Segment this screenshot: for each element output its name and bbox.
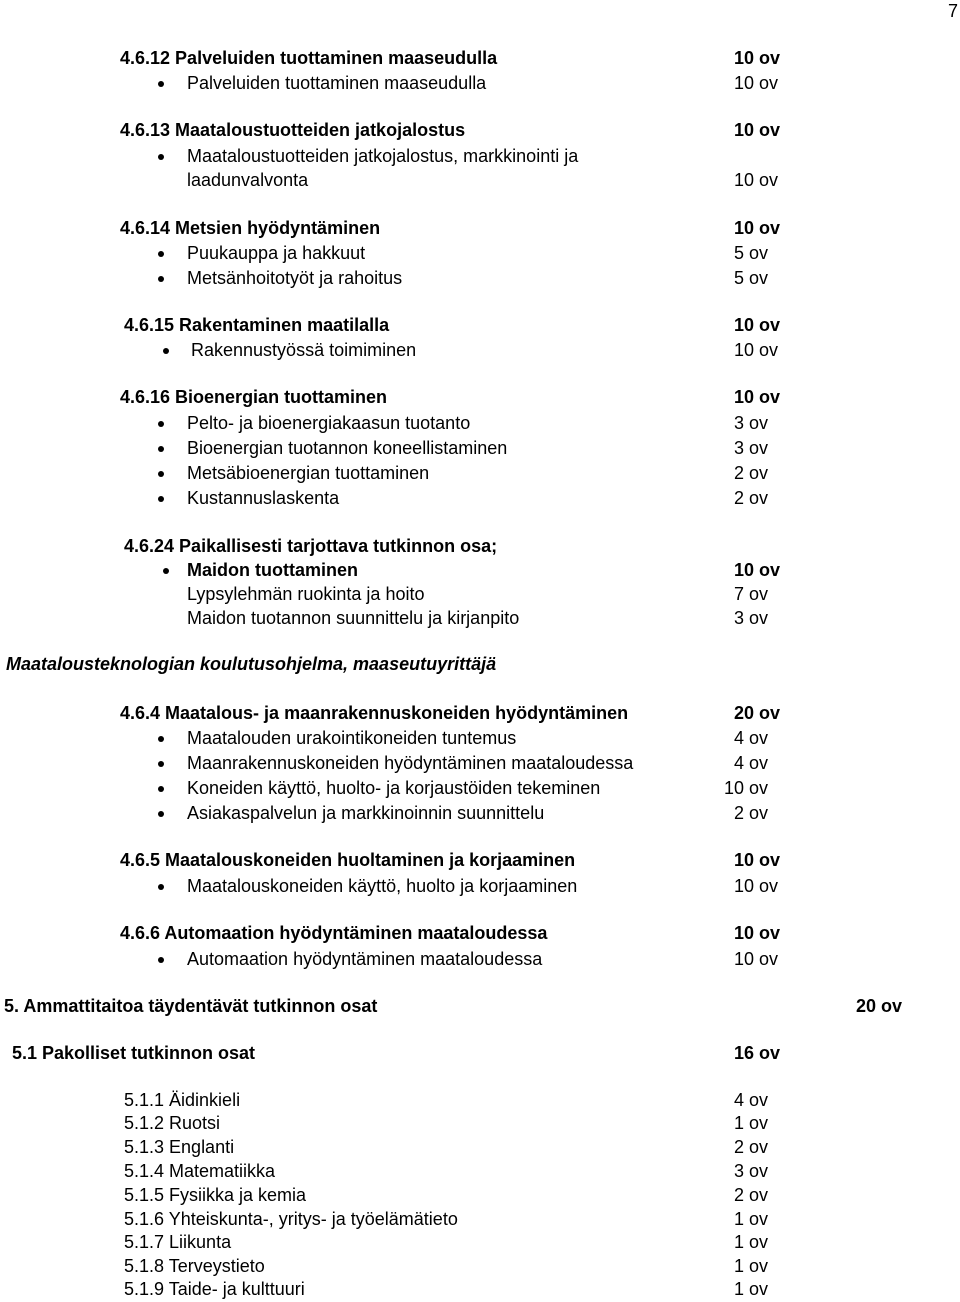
list-item: Maidon tuottaminen [187,560,358,580]
item-credits: 10 ov [734,73,779,93]
module-title: 4.6.24 Paikallisesti tarjottava tutkinnon osa; [124,536,498,556]
module-credits: 10 ov [734,387,781,407]
course-credits: 2 ov [734,1137,769,1157]
module-credits: 10 ov [734,120,781,140]
course-credits: 1 ov [734,1209,769,1229]
list-item: Maatalouskoneiden käyttö, huolto ja korjaaminen [187,876,578,896]
module-title: 4.6.5 Maatalouskoneiden huoltaminen ja korjaaminen [120,850,576,870]
bullet-icon [158,884,164,890]
module-title: 4.6.14 Metsien hyödyntäminen [120,218,381,238]
course-name: 5.1.9 Taide- ja kulttuuri [124,1279,305,1299]
course-credits: 4 ov [734,1090,769,1110]
module-title: 4.6.13 Maataloustuotteiden jatkojalostus [120,120,466,140]
module-title: 4.6.4 Maatalous- ja maanrakennuskoneiden hyödyntäminen [120,703,629,723]
module-credits: 10 ov [734,923,781,943]
list-item: Maataloustuotteiden jatkojalostus, markkinointi ja [187,146,579,166]
section-title: 5. Ammattitaitoa täydentävät tutkinnon osat [4,996,378,1016]
item-credits: 2 ov [734,488,769,508]
item-credits: 10 ov [734,560,781,580]
list-item: Bioenergian tuotannon koneellistaminen [187,438,508,458]
section-credits: 20 ov [856,996,903,1016]
list-item: Kustannuslaskenta [187,488,340,508]
course-name: 5.1.8 Terveystieto [124,1256,265,1276]
item-credits: 10 ov [734,876,779,896]
course-name: 5.1.3 Englanti [124,1137,235,1157]
course-name: 5.1.2 Ruotsi [124,1113,221,1133]
page-number: 7 [947,1,958,21]
program-heading: Maatalousteknologian koulutusohjelma, maaseutuyrittäjä [6,654,497,674]
item-credits: 3 ov [734,608,769,628]
module-credits: 10 ov [734,218,781,238]
course-credits: 1 ov [734,1279,769,1299]
bullet-icon [158,471,164,477]
module-credits: 10 ov [734,850,781,870]
list-item: Maanrakennuskoneiden hyödyntäminen maataloudessa [187,753,634,773]
course-name: 5.1.5 Fysiikka ja kemia [124,1185,307,1205]
bullet-icon [158,957,164,963]
item-credits: 4 ov [734,753,769,773]
bullet-icon [158,736,164,742]
item-credits: 2 ov [734,803,769,823]
list-item: Puukauppa ja hakkuut [187,243,366,263]
list-item: Asiakaspalvelun ja markkinoinnin suunnittelu [187,803,545,823]
item-credits: 2 ov [734,463,769,483]
course-credits: 1 ov [734,1256,769,1276]
module-title: 4.6.16 Bioenergian tuottaminen [120,387,388,407]
course-credits: 3 ov [734,1161,769,1181]
module-title: 4.6.15 Rakentaminen maatilalla [124,315,390,335]
module-credits: 20 ov [734,703,781,723]
bullet-icon [158,251,164,257]
item-credits: 3 ov [734,413,769,433]
item-credits: 10 ov [734,949,779,969]
bullet-icon [158,81,164,87]
list-item: Automaation hyödyntäminen maataloudessa [187,949,543,969]
list-item-continuation: laadunvalvonta [187,170,309,190]
item-credits: 4 ov [734,728,769,748]
course-credits: 2 ov [734,1185,769,1205]
course-name: 5.1.6 Yhteiskunta-, yritys- ja työelämätieto [124,1209,458,1229]
list-item: Maatalouden urakointikoneiden tuntemus [187,728,517,748]
bullet-icon [158,154,164,160]
module-credits: 10 ov [734,48,781,68]
bullet-icon [158,811,164,817]
bullet-icon [163,568,169,574]
item-credits: 5 ov [734,268,769,288]
course-name: 5.1.4 Matematiikka [124,1161,276,1181]
list-item: Palveluiden tuottaminen maaseudulla [187,73,487,93]
subsection-title: 5.1 Pakolliset tutkinnon osat [12,1043,256,1063]
bullet-icon [163,348,169,354]
module-credits: 10 ov [734,315,781,335]
bullet-icon [158,786,164,792]
item-credits: 10 ov [724,778,769,798]
course-name: 5.1.7 Liikunta [124,1232,232,1252]
list-item: Pelto- ja bioenergiakaasun tuotanto [187,413,471,433]
bullet-icon [158,496,164,502]
item-credits: 3 ov [734,438,769,458]
subsection-credits: 16 ov [734,1043,781,1063]
course-credits: 1 ov [734,1113,769,1133]
module-title: 4.6.12 Palveluiden tuottaminen maaseudulla [120,48,498,68]
list-item: Rakennustyössä toimiminen [191,340,417,360]
item-credits: 7 ov [734,584,769,604]
bullet-icon [158,276,164,282]
list-item: Metsänhoitotyöt ja rahoitus [187,268,403,288]
item-credits: 5 ov [734,243,769,263]
bullet-icon [158,421,164,427]
course-credits: 1 ov [734,1232,769,1252]
bullet-icon [158,761,164,767]
item-credits: 10 ov [734,340,779,360]
list-item: Metsäbioenergian tuottaminen [187,463,430,483]
list-item: Koneiden käyttö, huolto- ja korjaustöiden tekeminen [187,778,601,798]
sub-item: Lypsylehmän ruokinta ja hoito [187,584,425,604]
item-credits: 10 ov [734,170,779,190]
sub-item: Maidon tuotannon suunnittelu ja kirjanpito [187,608,520,628]
course-name: 5.1.1 Äidinkieli [124,1090,241,1110]
module-title: 4.6.6 Automaation hyödyntäminen maataloudessa [120,923,548,943]
bullet-icon [158,446,164,452]
